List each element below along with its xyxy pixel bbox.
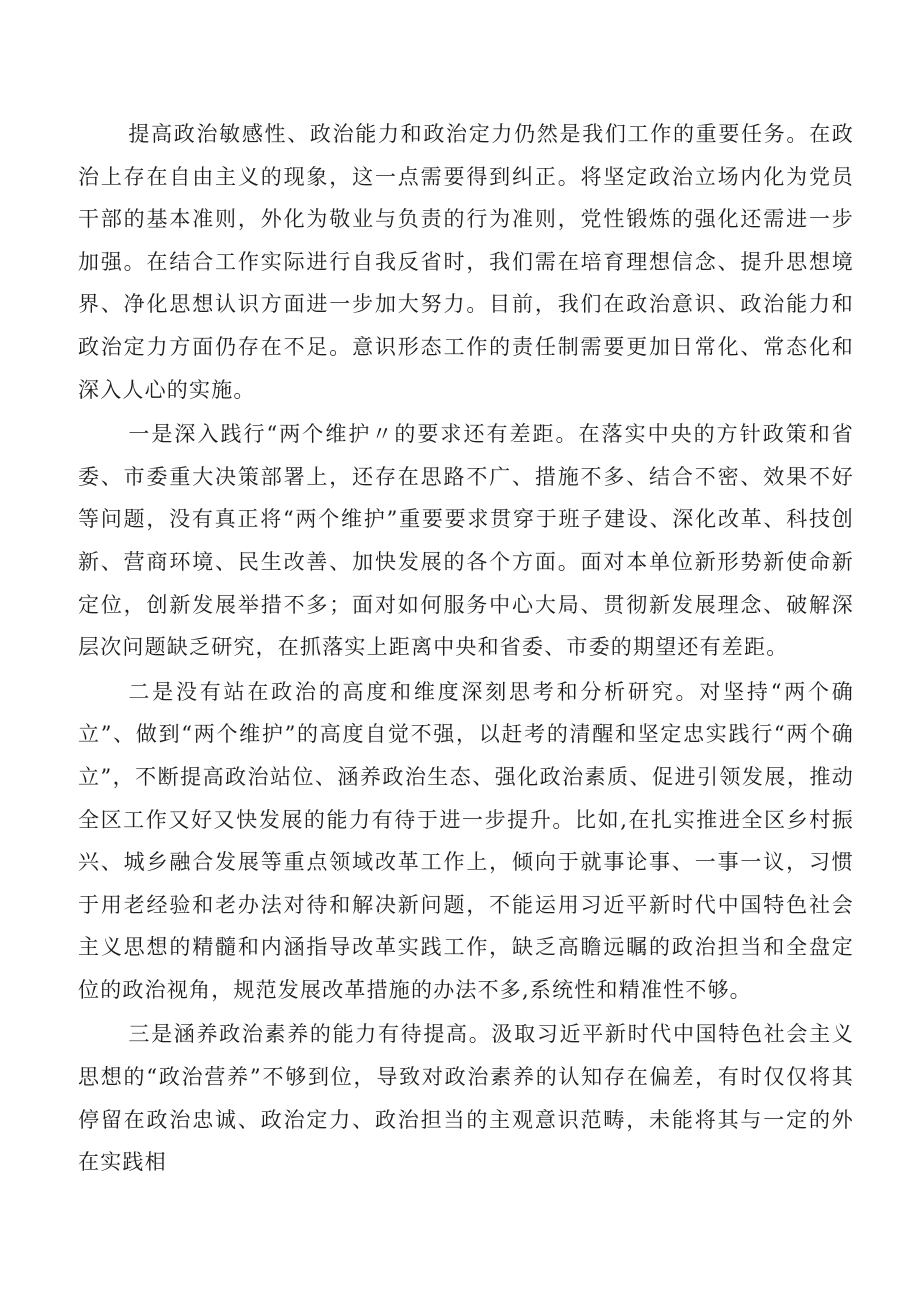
document-body — [78, 113, 854, 1184]
paragraph-point-one: 一是深入践行“两个维护〃的要求还有差距。在落实中央的方针政策和省委、市委重大决策部署上，还存在思路不广、措施不多、结合不密、效果不好等问题，没有真正将“两个维护”重要要求贯穿于班子建设、深化改革、科技创新、营商环境、民生改善、加快发展的各个方面。面对本单位新形势新使命新定位，创新发展举措不多；面对如何服务中心大局、贯彻新发展理念、破解深层次问题缺乏研究，在抓落实上距离中央和省委、市委的期望还有差距。 — [78, 422, 854, 660]
paragraph-point-three: 三是涵养政治素养的能力有待提高。汲取习近平新时代中国特色社会主义思想的“政治营养”不够到位，导致对政治素养的认知存在偏差，有时仅仅将其停留在政治忠诚、政治定力、政治担当的主观意识范畴，未能将其与一定的外在实践相 — [78, 1022, 854, 1175]
paragraph-point-two: 二是没有站在政治的高度和维度深刻思考和分析研究。对坚持“两个确立”、做到“两个维护”的高度自觉不强，以赶考的清醒和坚定忠实践行“两个确立”，不断提高政治站位、涵养政治生态、强化政治素质、促进引领发展，推动全区工作又好又快发展的能力有待于进一步提升。比如,在扎实推进全区乡村振兴、城乡融合发展等重点领域改革工作上，倾向于就事论事、一事一议，习惯于用老经验和老办法对待和解决新问题，不能运用习近平新时代中国特色社会主义思想的精髓和内涵指导改革实践工作，缺乏高瞻远瞩的政治担当和全盘定位的政治视角，规范发展改革措施的办法不多,系统性和精准性不够。 — [78, 679, 854, 1002]
paragraph-intro: 提高政治敏感性、政治能力和政治定力仍然是我们工作的重要任务。在政治上存在自由主义的现象，这一点需要得到纠正。将坚定政治立场内化为党员干部的基本准则，外化为敬业与负责的行为准则，党性锻炼的强化还需进一步加强。在结合工作实际进行自我反省时，我们需在培育理想信念、提升思想境界、净化思想认识方面进一步加大努力。目前，我们在政治意识、政治能力和政治定力方面仍存在不足。意识形态工作的责任制需要更加日常化、常态化和深入人心的实施。 — [78, 122, 854, 402]
